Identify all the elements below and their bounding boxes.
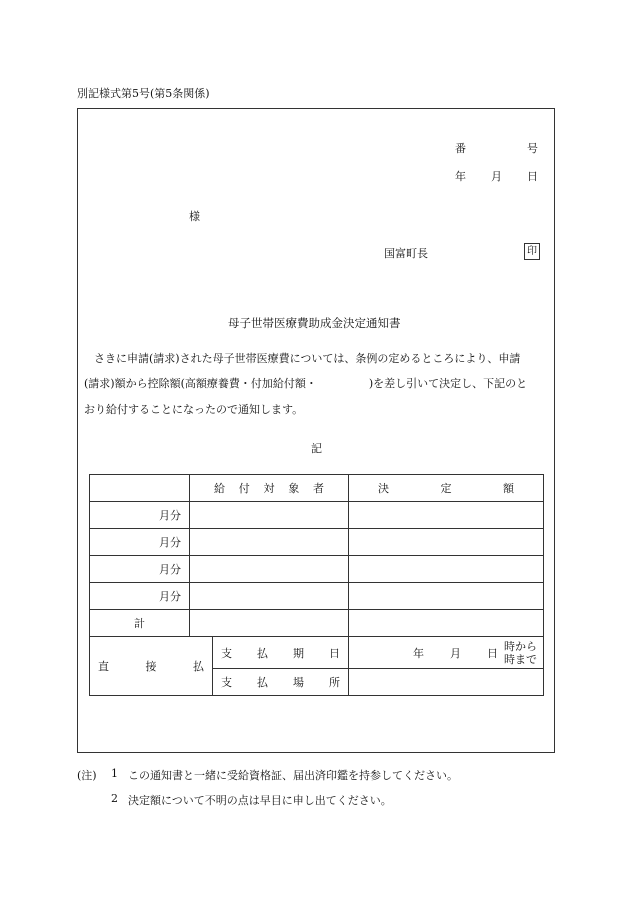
issuer-name: 国富町長 xyxy=(384,247,428,260)
note-1-num: 1 xyxy=(111,767,118,780)
date-month: 月 xyxy=(491,170,502,183)
month-label: 月分 xyxy=(90,583,190,610)
beneficiary-cell[interactable] xyxy=(190,556,349,583)
beneficiary-cell[interactable] xyxy=(190,502,349,529)
form-code: 別記様式第5号(第5条関係) xyxy=(77,87,210,100)
month-label: 月分 xyxy=(90,502,190,529)
note-2-text: 決定額について不明の点は早目に申し出てください。 xyxy=(128,794,392,807)
pay-year: 年 xyxy=(413,646,424,660)
body-line-2-end: )を差し引いて決定し、下記のと xyxy=(368,377,528,390)
benefit-table xyxy=(89,474,544,696)
total-row xyxy=(90,610,544,637)
col-amount: 決 定 額 xyxy=(349,475,544,502)
number-label: 番 xyxy=(455,142,466,155)
month-label: 月分 xyxy=(90,529,190,556)
addressee-suffix: 様 xyxy=(189,210,200,223)
date-year: 年 xyxy=(455,170,466,183)
number-suffix: 号 xyxy=(527,142,538,155)
pay-date-label: 支 払 期 日 xyxy=(213,637,349,669)
body-line-1: さきに申請(請求)された母子世帯医療費については、条例の定めるところにより、申請 xyxy=(94,352,521,365)
total-beneficiary-cell[interactable] xyxy=(190,610,349,637)
total-label: 計 xyxy=(90,610,190,637)
direct-pay-label: 直 接 払 xyxy=(90,637,213,696)
time-to: 時まで xyxy=(504,652,537,666)
date-day: 日 xyxy=(527,170,538,183)
col-beneficiary: 給 付 対 象 者 xyxy=(190,475,349,502)
table-row xyxy=(90,556,544,583)
pay-place-value[interactable] xyxy=(349,669,544,696)
pay-day: 日 xyxy=(487,646,498,660)
body-line-2-start: (請求)額から控除額(高額療養費・付加給付額・ xyxy=(84,377,317,390)
seal-mark: 印 xyxy=(524,243,540,260)
pay-month: 月 xyxy=(450,646,461,660)
amount-cell[interactable] xyxy=(349,583,544,610)
beneficiary-cell[interactable] xyxy=(190,529,349,556)
total-amount-cell[interactable] xyxy=(349,610,544,637)
amount-cell[interactable] xyxy=(349,529,544,556)
amount-cell[interactable] xyxy=(349,556,544,583)
body-line-3: おり給付することになったので通知します。 xyxy=(84,403,304,416)
ki-label: 記 xyxy=(311,442,322,455)
table-row xyxy=(90,502,544,529)
document-title: 母子世帯医療費助成金決定通知書 xyxy=(228,316,401,330)
amount-cell[interactable] xyxy=(349,502,544,529)
notes-prefix: (注) xyxy=(77,769,97,782)
pay-date-row xyxy=(90,637,544,669)
pay-place-label: 支 払 場 所 xyxy=(213,669,349,696)
note-1-text: この通知書と一緒に受給資格証、届出済印鑑を持参してください。 xyxy=(128,769,458,782)
table-header-row xyxy=(90,475,544,502)
pay-date-value[interactable] xyxy=(349,637,544,669)
body-line-2 xyxy=(84,377,554,391)
beneficiary-cell[interactable] xyxy=(190,583,349,610)
time-from: 時から xyxy=(504,639,537,653)
month-label: 月分 xyxy=(90,556,190,583)
note-2-num: 2 xyxy=(111,792,118,805)
table-row xyxy=(90,583,544,610)
table-row xyxy=(90,529,544,556)
